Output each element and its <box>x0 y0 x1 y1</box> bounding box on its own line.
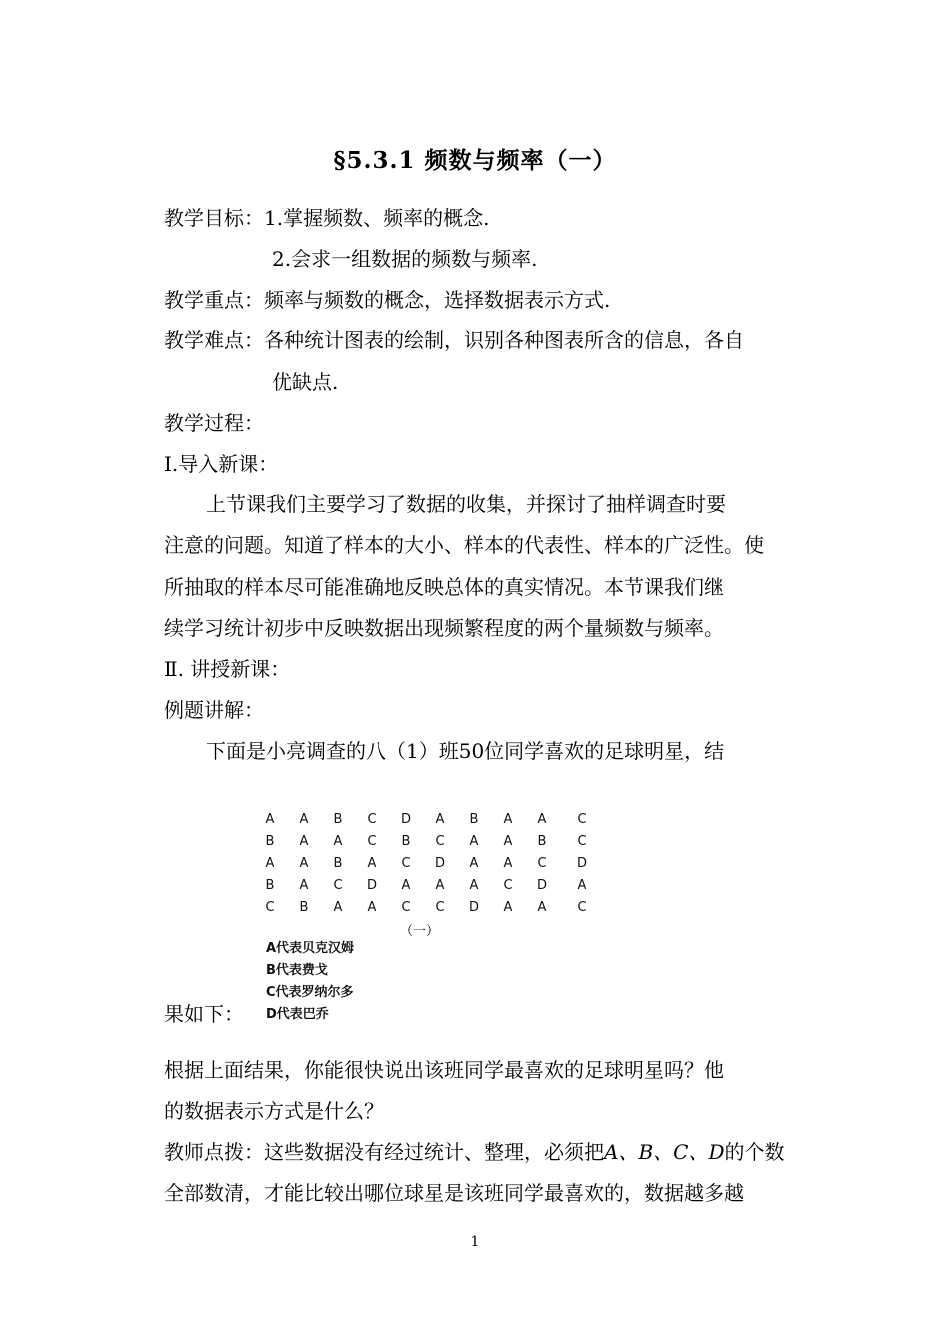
objectives-line-1 <box>164 204 489 232</box>
data-grid-cell: C <box>503 878 513 893</box>
data-grid-cell: A <box>333 900 343 915</box>
data-grid-cell: B <box>265 834 275 849</box>
data-grid-cell: A <box>333 834 343 849</box>
legend-d: D代表巴乔 <box>266 1007 329 1022</box>
data-grid-cell: B <box>333 856 343 871</box>
data-grid-cell: A <box>503 812 513 827</box>
data-grid-cell: A <box>537 812 547 827</box>
example-line-2: 果如下： <box>164 1002 244 1026</box>
data-grid-cell: A <box>367 856 377 871</box>
example-line-1: 下面是小亮调查的八（1）班50位同学喜欢的足球明星，结 <box>206 739 725 763</box>
data-grid-cell: C <box>577 812 587 827</box>
data-grid-cell: B <box>333 812 343 827</box>
data-grid-cell: C <box>367 812 377 827</box>
data-grid-cell: A <box>265 856 275 871</box>
data-grid-cell: A <box>435 812 445 827</box>
data-grid-cell: C <box>577 834 587 849</box>
data-grid-cell: D <box>536 878 547 893</box>
difficulty-text-2: 优缺点. <box>272 370 339 394</box>
teacher-tip-line-1 <box>164 1138 784 1166</box>
data-grid-cell: A <box>503 834 513 849</box>
data-grid-cell: B <box>401 834 411 849</box>
data-grid-cell: D <box>434 856 445 871</box>
data-grid-cell: C <box>401 856 411 871</box>
data-grid-cell: C <box>537 856 547 871</box>
data-grid-cell: C <box>435 900 445 915</box>
difficulty-line-1 <box>164 326 744 354</box>
data-grid-cell: A <box>299 878 309 893</box>
objective-1: 1.掌握频数、频率的概念. <box>264 206 490 230</box>
section2-heading: Ⅱ. 讲授新课： <box>164 657 291 681</box>
teacher-tip-vars: A、B、C、D <box>604 1140 725 1164</box>
section1-heading: Ⅰ.导入新课： <box>164 452 279 476</box>
data-grid-cell: D <box>468 900 479 915</box>
data-grid-cell: C <box>265 900 275 915</box>
data-grid-cell: A <box>435 878 445 893</box>
teacher-tip-line-2: 全部数清，才能比较出哪位球星是该班同学最喜欢的，数据越多越 <box>164 1181 744 1205</box>
data-grid-cell: A <box>299 812 309 827</box>
page-number: 1 <box>470 1234 480 1250</box>
intro-line-3: 所抽取的样本尽可能准确地反映总体的真实情况。本节课我们继 <box>164 575 724 599</box>
legend-b: B代表费戈 <box>266 963 328 978</box>
teacher-tip-label: 教师点拨： <box>164 1140 264 1164</box>
data-grid-cell: D <box>366 878 377 893</box>
data-grid-cell: A <box>503 900 513 915</box>
objectives-label: 教学目标： <box>164 206 264 230</box>
data-grid-cell: C <box>577 900 587 915</box>
intro-line-4: 续学习统计初步中反映数据出现频繁程度的两个量频数与频率。 <box>164 616 724 640</box>
teacher-tip-text-1b: 的个数 <box>724 1140 785 1164</box>
data-grid-cell: A <box>299 856 309 871</box>
data-grid-cell: A <box>469 878 479 893</box>
legend-a: A代表贝克汉姆 <box>266 941 355 956</box>
key-point-line <box>164 286 610 314</box>
data-grid-cell: B <box>299 900 309 915</box>
data-grid-cell: B <box>537 834 547 849</box>
process-label: 教学过程： <box>164 411 264 435</box>
example-heading: 例题讲解： <box>164 698 264 722</box>
teacher-tip-text-1a: 这些数据没有经过统计、整理，必须把 <box>264 1140 604 1164</box>
data-grid-cell: A <box>265 812 275 827</box>
data-grid-cell: A <box>537 900 547 915</box>
data-grid-cell: A <box>469 834 479 849</box>
intro-line-1: 上节课我们主要学习了数据的收集，并探讨了抽样调查时要 <box>206 492 726 516</box>
data-grid-cell: A <box>503 856 513 871</box>
key-point-label: 教学重点： <box>164 288 264 312</box>
difficulty-label: 教学难点： <box>164 328 264 352</box>
data-grid-cell: A <box>401 878 411 893</box>
page-title: §5.3.1 频数与频率（一） <box>333 147 617 174</box>
data-grid-cell: A <box>299 834 309 849</box>
data-grid-cell: C <box>333 878 343 893</box>
data-grid-cell: C <box>435 834 445 849</box>
difficulty-text-1: 各种统计图表的绘制，识别各种图表所含的信息，各自 <box>264 328 744 352</box>
question-line-1: 根据上面结果，你能很快说出该班同学最喜欢的足球明星吗？他 <box>164 1058 724 1082</box>
grid-caption: （一） <box>400 924 440 939</box>
key-point-text: 频率与频数的概念，选择数据表示方式. <box>264 288 611 312</box>
data-grid-cell: A <box>367 900 377 915</box>
data-grid-cell: B <box>469 812 479 827</box>
objective-2: 2.会求一组数据的频数与频率. <box>272 247 538 271</box>
intro-line-2: 注意的问题。知道了样本的大小、样本的代表性、样本的广泛性。使 <box>164 533 764 557</box>
legend-c: C代表罗纳尔多 <box>266 985 354 1000</box>
data-grid-cell: C <box>401 900 411 915</box>
data-grid-cell: A <box>577 878 587 893</box>
data-grid-cell: B <box>265 878 275 893</box>
data-grid-cell: C <box>367 834 377 849</box>
question-line-2: 的数据表示方式是什么？ <box>164 1099 384 1123</box>
data-grid-cell: A <box>469 856 479 871</box>
data-grid-cell: D <box>576 856 587 871</box>
data-grid-cell: D <box>400 812 411 827</box>
